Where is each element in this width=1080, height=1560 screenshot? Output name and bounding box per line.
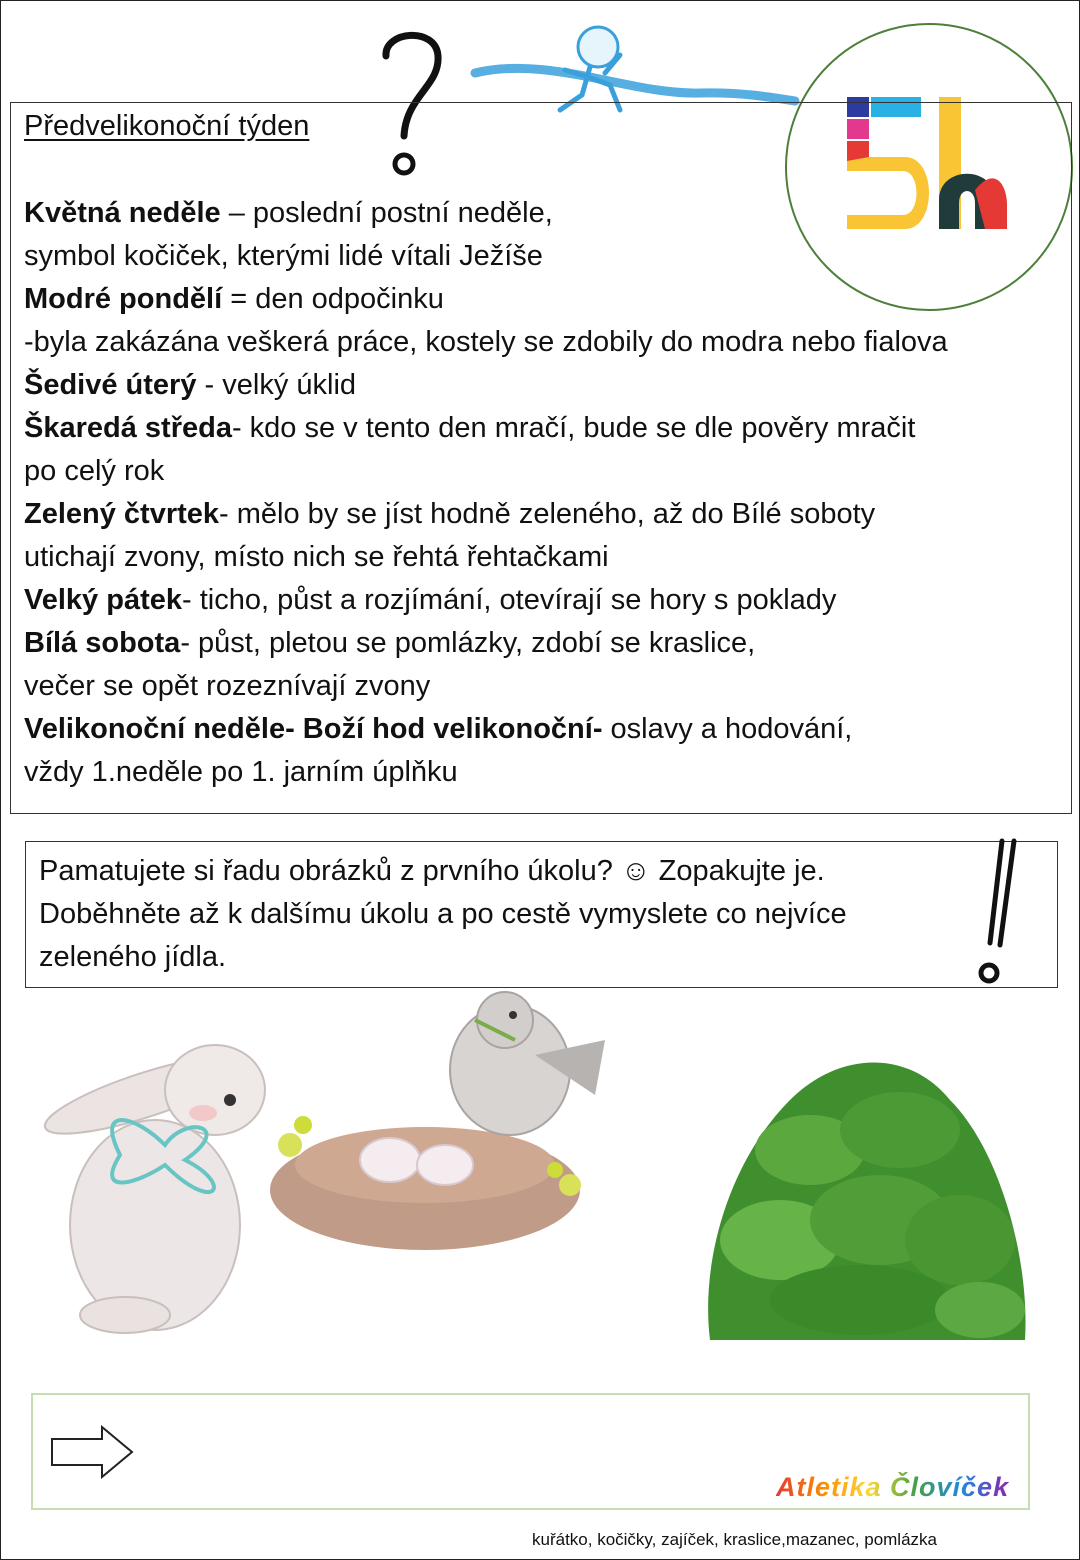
- list-item: Šedivé úterý - velký úklid: [24, 369, 357, 401]
- list-item: po celý rok: [24, 455, 165, 487]
- list-item: večer se opět rozeznívají zvony: [24, 670, 431, 702]
- hint-text: kuřátko, kočičky, zajíček, kraslice,mazanec, pomlázka: [532, 1530, 937, 1549]
- list-item: Bílá sobota- půst, pletou se pomlázky, zdobí se kraslice,: [24, 627, 756, 659]
- brand-logo: Atletika Človíček: [776, 1472, 1010, 1502]
- list-item: Velký pátek- ticho, půst a rozjímání, otevírají se hory s poklady: [24, 584, 837, 616]
- bunny-nest-bird-illustration: [35, 985, 615, 1350]
- task-line: zeleného jídla.: [39, 941, 227, 973]
- days-list: [24, 192, 1064, 794]
- spinach-illustration: [700, 1040, 1035, 1345]
- list-item: symbol kočiček, kterými lidé vítali Ježíše: [24, 240, 543, 272]
- list-item: Květná neděle – poslední postní neděle,: [24, 197, 553, 229]
- list-item: Modré pondělí = den odpočinku: [24, 283, 444, 315]
- list-item: -byla zakázána veškerá práce, kostely se zdobily do modra nebo fialova: [24, 326, 948, 358]
- list-item: utichají zvony, místo nich se řehtá řehtačkami: [24, 541, 609, 573]
- task-text: [39, 850, 969, 979]
- list-item: Zelený čtvrtek- mělo by se jíst hodně zeleného, až do Bílé soboty: [24, 498, 876, 530]
- list-item: vždy 1.neděle po 1. jarním úplňku: [24, 756, 458, 788]
- list-item: Škaredá středa- kdo se v tento den mračí, bude se dle pověry mračit: [24, 412, 916, 444]
- task-line: Pamatujete si řadu obrázků z prvního úkolu? ☺ Zopakujte je.: [39, 855, 825, 887]
- arrow-right-icon: [50, 1425, 136, 1479]
- exclamation-mark-icon: [972, 835, 1032, 987]
- page-title: Předvelikonoční týden: [24, 110, 310, 142]
- list-item: Velikonoční neděle- Boží hod velikonoční- oslavy a hodování,: [24, 713, 853, 745]
- task-line: Doběhněte až k dalšímu úkolu a po cestě vymyslete co nejvíce: [39, 898, 847, 930]
- logo-text: 5k: [845, 95, 847, 96]
